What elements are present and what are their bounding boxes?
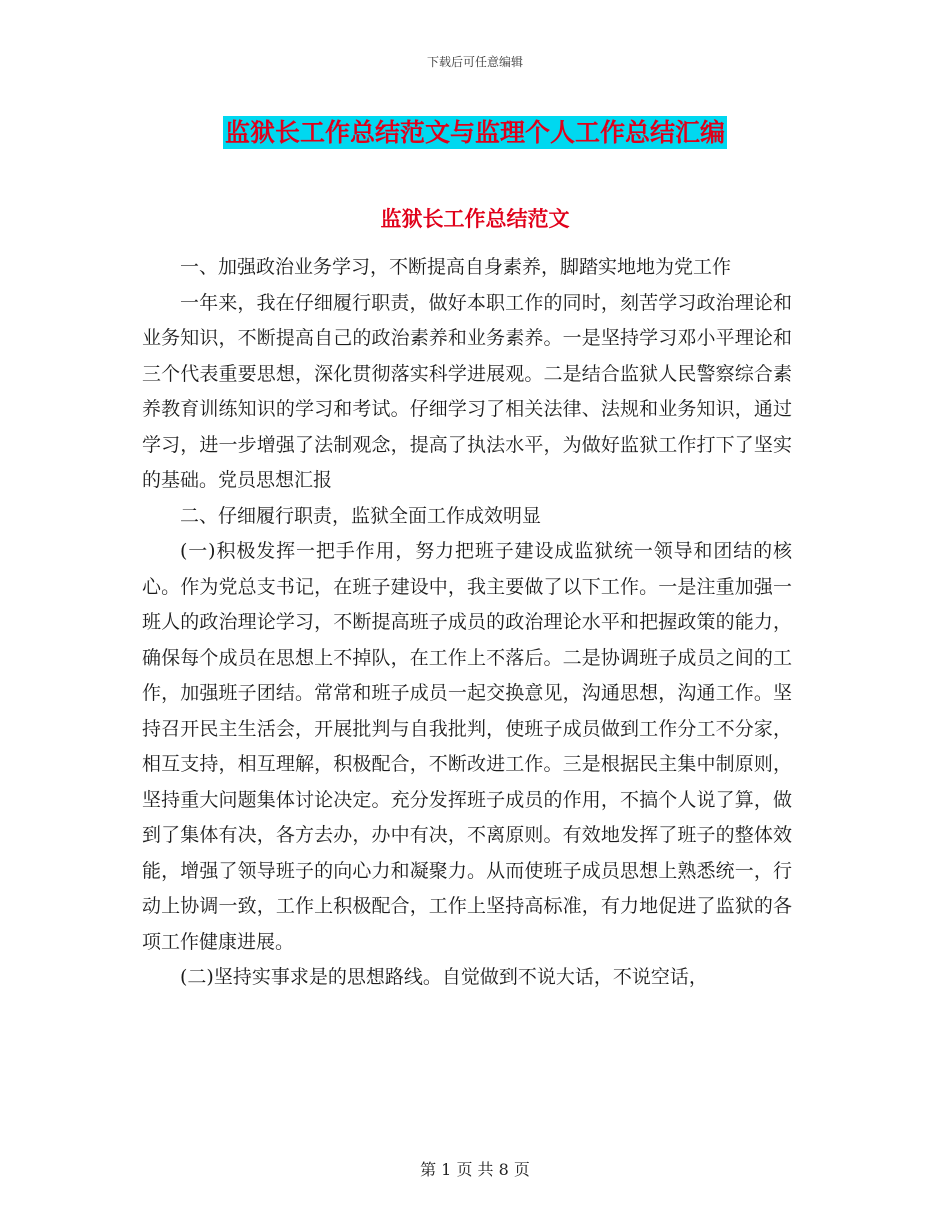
main-title-text: 监狱长工作总结范文与监理个人工作总结汇编 <box>224 118 725 147</box>
body-text <box>142 250 792 996</box>
sub-title: 监狱长工作总结范文 <box>380 207 570 231</box>
main-title <box>0 113 950 149</box>
header-note: 下载后可任意编辑 <box>426 55 523 69</box>
paragraph: 二、仔细履行职责，监狱全面工作成效明显 <box>180 504 542 527</box>
paragraph: 一、加强政治业务学习，不断提高自身素养，脚踏实地地为党工作 <box>180 256 732 278</box>
paragraph: (二)坚持实事求是的思想路线。自觉做到不说大话，不说空话， <box>180 966 708 988</box>
page-footer: 第 1 页 共 8 页 <box>420 1160 530 1179</box>
paragraph: (一)积极发挥一把手作用，努力把班子建设成监狱统一领导和团结的核心。作为党总支书记，在班子建设中，我主要做了以下工作。一是注重加强一班人的政治理论学习，不断提高班子成员的政治理论水平和把握政策的能力，确保每个成员在思想上不掉队，在工作上不落后。二是协调班子成员之间的工作，加强班子团结。常常和班子成员一起交换意见，沟通思想，沟通工作。坚持召开民主生活会，开展批判与自我批判，使班子成员做到工作分工不分家，相互支持，相互理解，积极配合，不断改进工作。三是根据民主集中制原则，坚持重大问题集体讨论决定。充分发挥班子成员的作用，不搞个人说了算，做到了集体有决，各方去办，办中有决，不离原则。有效地发挥了班子的整体效能，增强了领导班子的向心力和凝聚力。从而使班子成员思想上熟悉统一，行动上协调一致，工作上积极配合，工作上坚持高标准，有力地促进了监狱的各项工作健康进展。 <box>142 540 792 953</box>
paragraph: 一年来，我在仔细履行职责，做好本职工作的同时，刻苦学习政治理论和业务知识，不断提高自己的政治素养和业务素养。一是坚持学习邓小平理论和三个代表重要思想，深化贯彻落实科学进展观。二是结合监狱人民警察综合素养教育训练知识的学习和考试。仔细学习了相关法律、法规和业务知识，通过学习，进一步增强了法制观念，提高了执法水平，为做好监狱工作打下了坚实的基础。党员思想汇报 <box>142 291 792 491</box>
